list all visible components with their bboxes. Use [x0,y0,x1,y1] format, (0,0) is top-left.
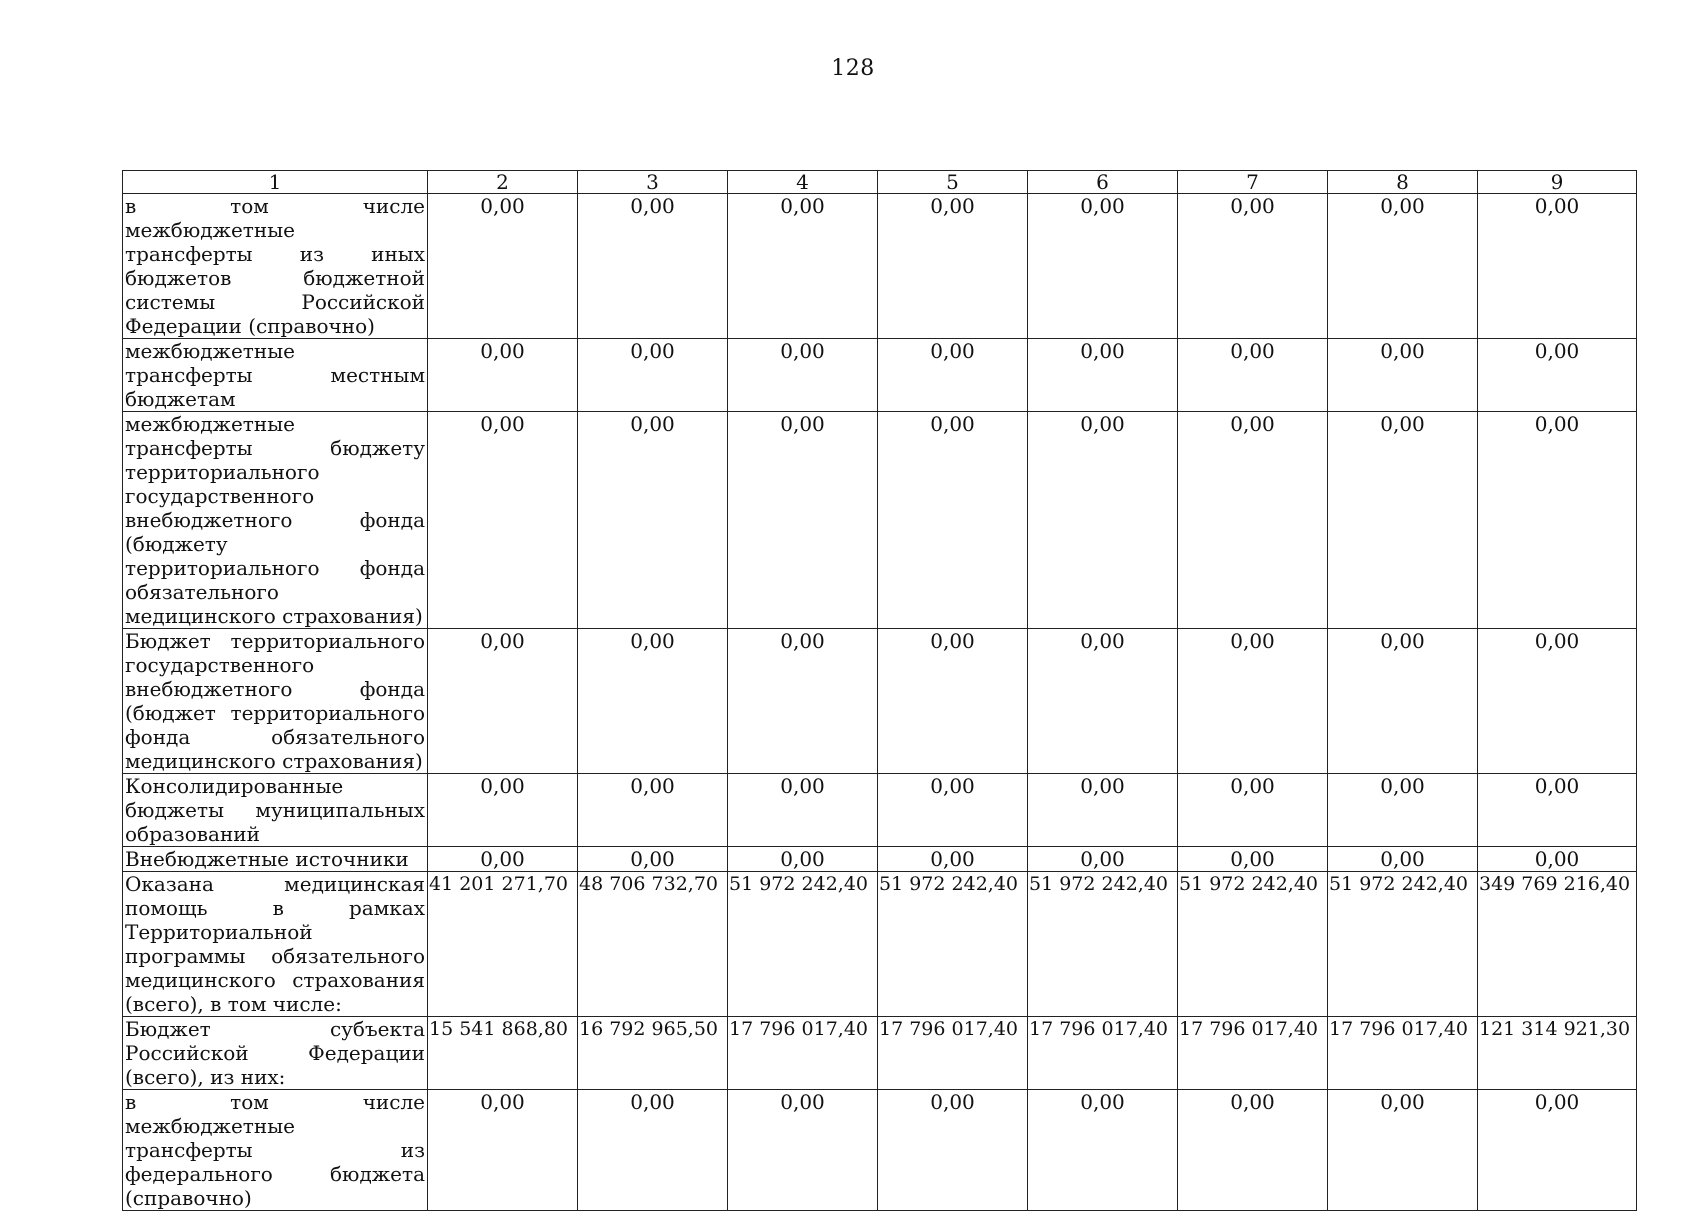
value-cell: 0,00 [728,339,878,412]
value-cell: 17 796 017,40 [1178,1017,1328,1090]
column-header-4: 4 [728,171,878,194]
value-cell: 0,00 [1178,1090,1328,1211]
value-cell: 0,00 [428,339,578,412]
value-cell: 0,00 [1178,339,1328,412]
value-cell: 0,00 [428,194,578,339]
row-label: межбюджетные трансферты бюджету территориального государственного внебюджетного фонда (бюджету территориального фонда обязательного медицинского страхования) [123,412,428,629]
value-cell: 0,00 [1478,629,1637,774]
value-cell: 0,00 [878,412,1028,629]
value-cell: 0,00 [1028,339,1178,412]
column-header-5: 5 [878,171,1028,194]
value-cell: 0,00 [1178,847,1328,872]
column-header-1: 1 [123,171,428,194]
value-cell: 0,00 [1028,629,1178,774]
value-cell: 0,00 [1328,194,1478,339]
column-header-8: 8 [1328,171,1478,194]
header-row [123,171,1637,194]
value-cell: 0,00 [1328,1090,1478,1211]
value-cell: 0,00 [878,1090,1028,1211]
value-cell: 0,00 [578,194,728,339]
row-label: в том числе межбюджетные трансферты из иных бюджетов бюджетной системы Российской Федерации (справочно) [123,194,428,339]
column-header-7: 7 [1178,171,1328,194]
value-cell: 0,00 [428,412,578,629]
value-cell: 0,00 [728,774,878,847]
value-cell: 0,00 [1478,412,1637,629]
value-cell: 0,00 [878,847,1028,872]
value-cell: 0,00 [728,1090,878,1211]
value-cell: 51 972 242,40 [878,872,1028,1017]
value-cell: 0,00 [878,194,1028,339]
table-row [123,339,1637,412]
value-cell: 17 796 017,40 [1028,1017,1178,1090]
value-cell: 0,00 [428,847,578,872]
value-cell: 0,00 [728,847,878,872]
value-cell: 0,00 [1178,194,1328,339]
page-number: 128 [831,56,875,81]
column-header-2: 2 [428,171,578,194]
value-cell: 41 201 271,70 [428,872,578,1017]
value-cell: 17 796 017,40 [878,1017,1028,1090]
table-body [123,194,1637,1211]
table-row [123,1090,1637,1211]
value-cell: 48 706 732,70 [578,872,728,1017]
value-cell: 0,00 [1178,629,1328,774]
value-cell: 0,00 [1478,774,1637,847]
budget-table [122,170,1637,1211]
table-row [123,194,1637,339]
table-row [123,629,1637,774]
column-header-3: 3 [578,171,728,194]
value-cell: 0,00 [1178,774,1328,847]
row-label: межбюджетные трансферты местным бюджетам [123,339,428,412]
value-cell: 0,00 [1028,847,1178,872]
table-row [123,847,1637,872]
column-header-6: 6 [1028,171,1178,194]
value-cell: 349 769 216,40 [1478,872,1637,1017]
value-cell: 0,00 [878,774,1028,847]
value-cell: 51 972 242,40 [1328,872,1478,1017]
value-cell: 0,00 [428,629,578,774]
value-cell: 0,00 [428,774,578,847]
value-cell: 0,00 [1328,629,1478,774]
row-label: Бюджет территориального государственного внебюджетного фонда (бюджет территориального фонда обязательного медицинского страхования) [123,629,428,774]
value-cell: 0,00 [1028,412,1178,629]
column-header-9: 9 [1478,171,1637,194]
value-cell: 51 972 242,40 [1178,872,1328,1017]
value-cell: 15 541 868,80 [428,1017,578,1090]
value-cell: 0,00 [1028,1090,1178,1211]
value-cell: 0,00 [578,412,728,629]
value-cell: 16 792 965,50 [578,1017,728,1090]
row-label: Внебюджетные источники [123,847,428,872]
table-header [123,171,1637,194]
value-cell: 0,00 [1178,412,1328,629]
value-cell: 51 972 242,40 [728,872,878,1017]
value-cell: 17 796 017,40 [1328,1017,1478,1090]
value-cell: 0,00 [1028,194,1178,339]
row-label: в том числе межбюджетные трансферты из федерального бюджета (справочно) [123,1090,428,1211]
table-row [123,1017,1637,1090]
value-cell: 51 972 242,40 [1028,872,1178,1017]
value-cell: 0,00 [1328,339,1478,412]
value-cell: 0,00 [1328,847,1478,872]
value-cell: 0,00 [578,339,728,412]
value-cell: 0,00 [728,194,878,339]
value-cell: 121 314 921,30 [1478,1017,1637,1090]
value-cell: 0,00 [1478,847,1637,872]
value-cell: 0,00 [1028,774,1178,847]
value-cell: 0,00 [1478,1090,1637,1211]
row-label: Оказана медицинская помощь в рамках Территориальной программы обязательного медицинского страхования (всего), в том числе: [123,872,428,1017]
table-row [123,872,1637,1017]
value-cell: 0,00 [878,629,1028,774]
value-cell: 0,00 [878,339,1028,412]
value-cell: 0,00 [1328,412,1478,629]
value-cell: 17 796 017,40 [728,1017,878,1090]
table-row [123,774,1637,847]
table-row [123,412,1637,629]
value-cell: 0,00 [578,847,728,872]
value-cell: 0,00 [578,1090,728,1211]
value-cell: 0,00 [1478,194,1637,339]
row-label: Бюджет субъекта Российской Федерации (всего), из них: [123,1017,428,1090]
value-cell: 0,00 [728,412,878,629]
value-cell: 0,00 [578,629,728,774]
value-cell: 0,00 [1478,339,1637,412]
value-cell: 0,00 [428,1090,578,1211]
value-cell: 0,00 [1328,774,1478,847]
value-cell: 0,00 [728,629,878,774]
value-cell: 0,00 [578,774,728,847]
row-label: Консолидированные бюджеты муниципальных образований [123,774,428,847]
